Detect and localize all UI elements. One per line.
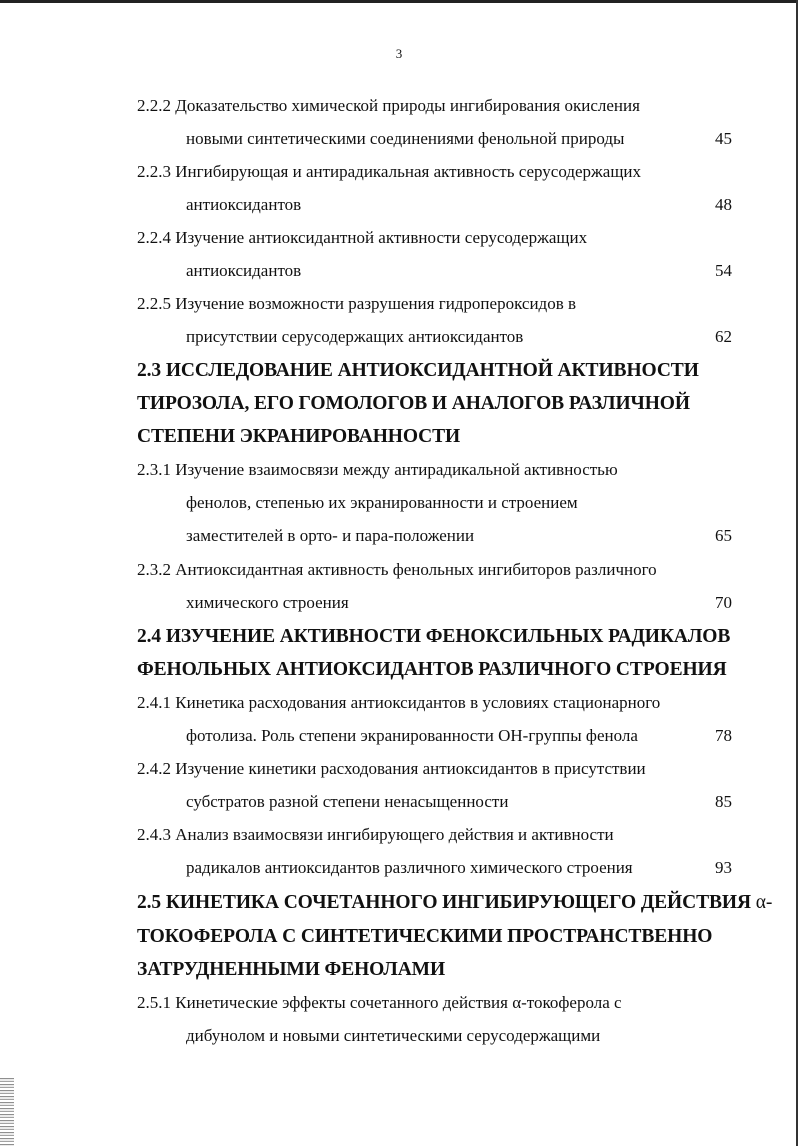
toc-entry-2-3-1-page: 65 [715, 526, 732, 545]
toc-entry-2-3-1-line3: заместителей в орто- и пара-положении [186, 526, 475, 545]
scan-edge-top [0, 0, 798, 3]
toc-heading-2-3-line2: ТИРОЗОЛА, ЕГО ГОМОЛОГОВ И АНАЛОГОВ РАЗЛИЧНОЙ [137, 393, 690, 414]
toc-entry-2-3-1-line2: фенолов, степенью их экранированности и строением [186, 493, 578, 512]
toc-entry-2-2-4-line1: 2.2.4 Изучение антиоксидантной активности серусодержащих [137, 228, 588, 247]
toc-entry-2-4-3-page: 93 [715, 858, 732, 877]
toc-heading-2-4-line2: ФЕНОЛЬНЫХ АНТИОКСИДАНТОВ РАЗЛИЧНОГО СТРОЕНИЯ [137, 659, 727, 680]
toc-entry-2-2-4-page: 54 [715, 261, 732, 280]
toc-entry-2-2-3-line1: 2.2.3 Ингибирующая и антирадикальная активность серусодержащих [137, 162, 642, 181]
toc-entry-2-3-2-line2: химического строения [186, 593, 349, 612]
toc-entry-2-2-5-page: 62 [715, 327, 732, 346]
toc-heading-2-5-alpha: α- [755, 892, 773, 913]
toc-entry-2-2-4-line2: антиоксидантов [186, 261, 302, 280]
scan-edge-left [0, 1078, 14, 1146]
toc-heading-2-3-line3: СТЕПЕНИ ЭКРАНИРОВАННОСТИ [137, 426, 461, 447]
toc-entry-2-4-1-line2: фотолиза. Роль степени экранированности ОН-группы фенола [186, 726, 638, 745]
toc-entry-2-5-1-line2: дибунолом и новыми синтетическими серусодержащими [186, 1026, 601, 1045]
toc-entry-2-2-2-line1: 2.2.2 Доказательство химической природы ингибирования окисления [137, 96, 640, 115]
toc-entry-2-3-1-line1: 2.3.1 Изучение взаимосвязи между антирадикальной активностью [137, 460, 618, 479]
toc-heading-2-5-line1-text: 2.5 КИНЕТИКА СОЧЕТАННОГО ИНГИБИРУЮЩЕГО ДЕЙСТВИЯ [137, 892, 751, 913]
toc-entry-2-2-3-page: 48 [715, 195, 732, 214]
toc-entry-2-4-3-line1: 2.4.3 Анализ взаимосвязи ингибирующего действия и активности [137, 825, 614, 844]
toc-heading-2-5-line2: ТОКОФЕРОЛА С СИНТЕТИЧЕСКИМИ ПРОСТРАНСТВЕННО [137, 926, 713, 947]
toc-entry-2-2-5-line2: присутствии серусодержащих антиоксидантов [186, 327, 524, 346]
toc-heading-2-3-line1: 2.3 ИССЛЕДОВАНИЕ АНТИОКСИДАНТНОЙ АКТИВНОСТИ [137, 360, 699, 381]
toc-entry-2-5-1-line1: 2.5.1 Кинетические эффекты сочетанного действия α-токоферола с [137, 993, 622, 1012]
toc-entry-2-4-1-line1: 2.4.1 Кинетика расходования антиоксидантов в условиях стационарного [137, 693, 661, 712]
toc-entry-2-4-1-page: 78 [715, 726, 732, 745]
toc-entry-2-4-3-line2: радикалов антиоксидантов различного химического строения [186, 858, 633, 877]
toc-entry-2-3-2-line1: 2.3.2 Антиоксидантная активность фенольных ингибиторов различного [137, 560, 657, 579]
toc-entry-2-4-2-page: 85 [715, 792, 732, 811]
toc-heading-2-4-line1: 2.4 ИЗУЧЕНИЕ АКТИВНОСТИ ФЕНОКСИЛЬНЫХ РАДИКАЛОВ [137, 626, 731, 647]
toc-entry-2-4-2-line1: 2.4.2 Изучение кинетики расходования антиоксидантов в присутствии [137, 759, 646, 778]
toc-entry-2-2-5-line1: 2.2.5 Изучение возможности разрушения гидропероксидов в [137, 294, 577, 313]
toc-heading-2-5-line3: ЗАТРУДНЕННЫМИ ФЕНОЛАМИ [137, 959, 446, 980]
page-number: 3 [395, 46, 403, 61]
toc-entry-2-2-3-line2: антиоксидантов [186, 195, 302, 214]
toc-entry-2-4-2-line2: субстратов разной степени ненасыщенности [186, 792, 509, 811]
toc-heading-2-5-line1 [137, 891, 772, 915]
toc-entry-2-2-2-line2: новыми синтетическими соединениями фенольной природы [186, 129, 625, 148]
toc-entry-2-2-2-page: 45 [715, 129, 732, 148]
toc-entry-2-3-2-page: 70 [715, 593, 732, 612]
